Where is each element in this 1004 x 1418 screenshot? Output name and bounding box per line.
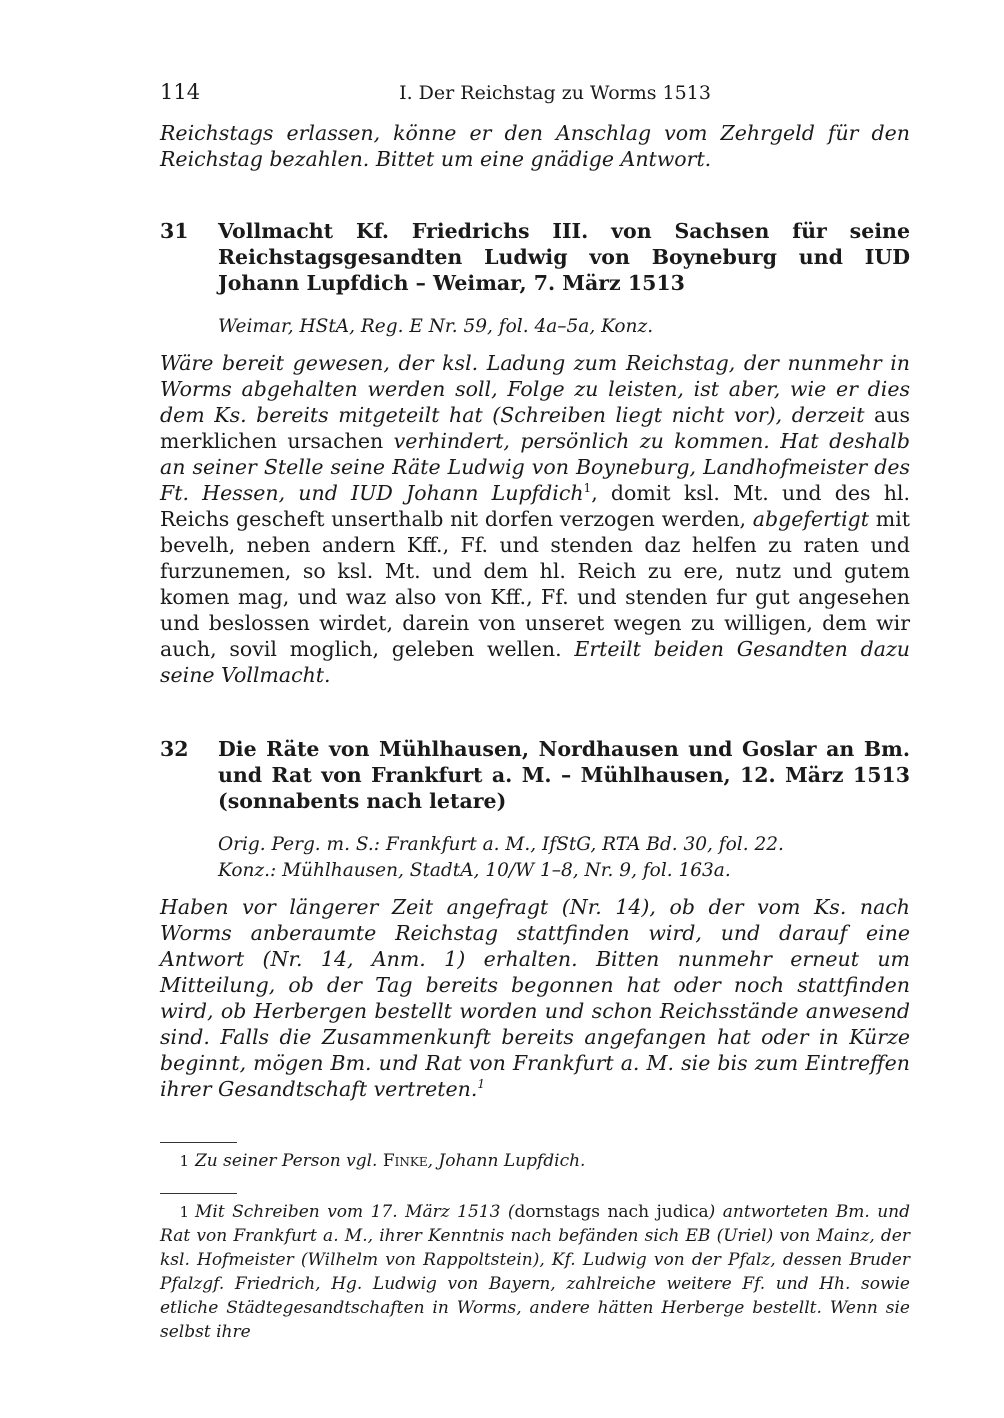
source-note: Weimar, HStA, Reg. E Nr. 59, fol. 4a–5a, Konz. [218, 316, 654, 337]
footnote-ref[interactable]: 1 [583, 481, 592, 496]
document-number: 31 [160, 219, 189, 243]
footnote-text: Zu seiner Person vgl. [195, 1151, 383, 1171]
document-number: 32 [160, 737, 189, 761]
intro-paragraph: Reichstags erlassen, könne er den Anschlag vom Zehrgeld für den Reichstag bezahlen. Bittet um eine gnädige Antwort. [160, 121, 910, 171]
body-quote-3: mit bevelh, neben andern Kff., Ff. und stenden daz helfen zu raten und furzunemen, so ksl. Mt. und dem hl. Reich zu ere, nutz und gutem komen mag, und waz also von Kff., Ff. und stenden fur gut angesehen und beslossen wirdet, darein von unseret wegen zu willigen, dem wir auch, sovil moglich, geleben wellen. [160, 507, 911, 661]
footnotes-doc-32 [160, 1193, 910, 1344]
document-title: Vollmacht Kf. Friedrichs III. von Sachsen für seine Reichstagsgesandten Ludwig von Boyneburg und IUD Johann Lupfdich – Weimar, 7. März 1513 [218, 219, 910, 295]
footnote [160, 1149, 910, 1173]
page-number: 114 [160, 80, 201, 104]
footnote-divider [160, 1142, 237, 1143]
page-header [160, 74, 910, 108]
footnote-mark: 1 [179, 1152, 189, 1170]
footnote-author: Finke [382, 1151, 428, 1171]
footnote-text: ) antworteten Bm. und Rat von Frankfurt a. M., ihrer Kenntnis nach befänden sich EB (Uriel) von Mainz, der ksl. Hofmeister (Wilhelm von Rappoltstein), Kf. Ludwig von der Pfalz, dessen Bruder Pfalzgf. Friedrich, Hg. Ludwig von Bayern, zahlreiche weitere Ff. und Hh. sowie etliche Städtegesandtschaften in Worms, andere hätten Herberge bestellt. Wenn sie selbst ihre [160, 1202, 911, 1342]
source-line-original: Orig. Perg. m. S.: Frankfurt a. M., IfStG, RTA Bd. 30, fol. 22. [218, 834, 784, 855]
body-quote-2: , domit ksl. Mt. und des hl. Reichs gescheft unserthalb nit dorfen verzogen werden, [160, 481, 910, 531]
document-32 [160, 736, 910, 1102]
footnote-divider [160, 1193, 237, 1194]
footnote-quote: dornstags nach judica [514, 1202, 709, 1222]
document-heading [160, 736, 910, 814]
document-heading [160, 218, 910, 296]
body-text: Haben vor längerer Zeit angefragt (Nr. 14), ob der vom Ks. nach Worms anberaumte Reichstag stattfinden wird, und darauf eine Antwort (Nr. 14, Anm. 1) erhalten. Bitten nunmehr erneut um Mitteilung, ob der Tag bereits begonnen hat oder noch stattfinden wird, ob Herbergen bestellt worden und schon Reichsstände anwesend sind. Falls die Zusammenkunft bereits angefangen hat oder in Kürze beginnt, mögen Bm. und Rat von Frankfurt a. M. sie bis zum Eintreffen ihrer Gesandtschaft vertreten. [160, 895, 910, 1101]
body-italic-4: Erteilt beiden Gesandten dazu seine Vollmacht. [160, 637, 910, 687]
document-body [160, 894, 910, 1102]
page [160, 74, 910, 1344]
body-italic-1: Wäre bereit gewesen, der ksl. Ladung zum Reichstag, der nunmehr in Worms abgehalten werden soll, Folge zu leisten, ist aber, wie er dies dem Ks. bereits mitgeteilt hat (Schreiben liegt nicht vor), derzeit [160, 351, 910, 427]
body-italic-2: verhindert, persönlich zu kommen. Hat deshalb an seiner Stelle seine Räte Ludwig von Boyneburg, Landhofmeister des Ft. Hessen, und IUD Johann Lupfdich [160, 429, 910, 505]
footnote-mark: 1 [179, 1203, 189, 1221]
document-title: Die Räte von Mühlhausen, Nordhausen und Goslar an Bm. und Rat von Frankfurt a. M. – Mühlhausen, 12. März 1513 (sonnabents nach letare) [218, 737, 910, 813]
document-31 [160, 218, 910, 688]
footnotes-doc-31 [160, 1142, 910, 1173]
body-italic-3: abgefertigt [752, 507, 870, 531]
document-body [160, 350, 910, 688]
running-title: I. Der Reichstag zu Worms 1513 [399, 82, 711, 104]
footnote-text: , Johann Lupfdich. [427, 1151, 586, 1171]
source-note [218, 832, 910, 884]
footnote-ref[interactable]: 1 [477, 1077, 486, 1092]
source-line-draft: Konz.: Mühlhausen, StadtA, 10/W 1–8, Nr. 9, fol. 163a. [218, 860, 731, 881]
body-quote-1: aus merklichen ursachen [160, 403, 910, 453]
footnote-text: Mit Schreiben vom 17. März 1513 ( [195, 1202, 515, 1222]
footnote [160, 1200, 910, 1344]
